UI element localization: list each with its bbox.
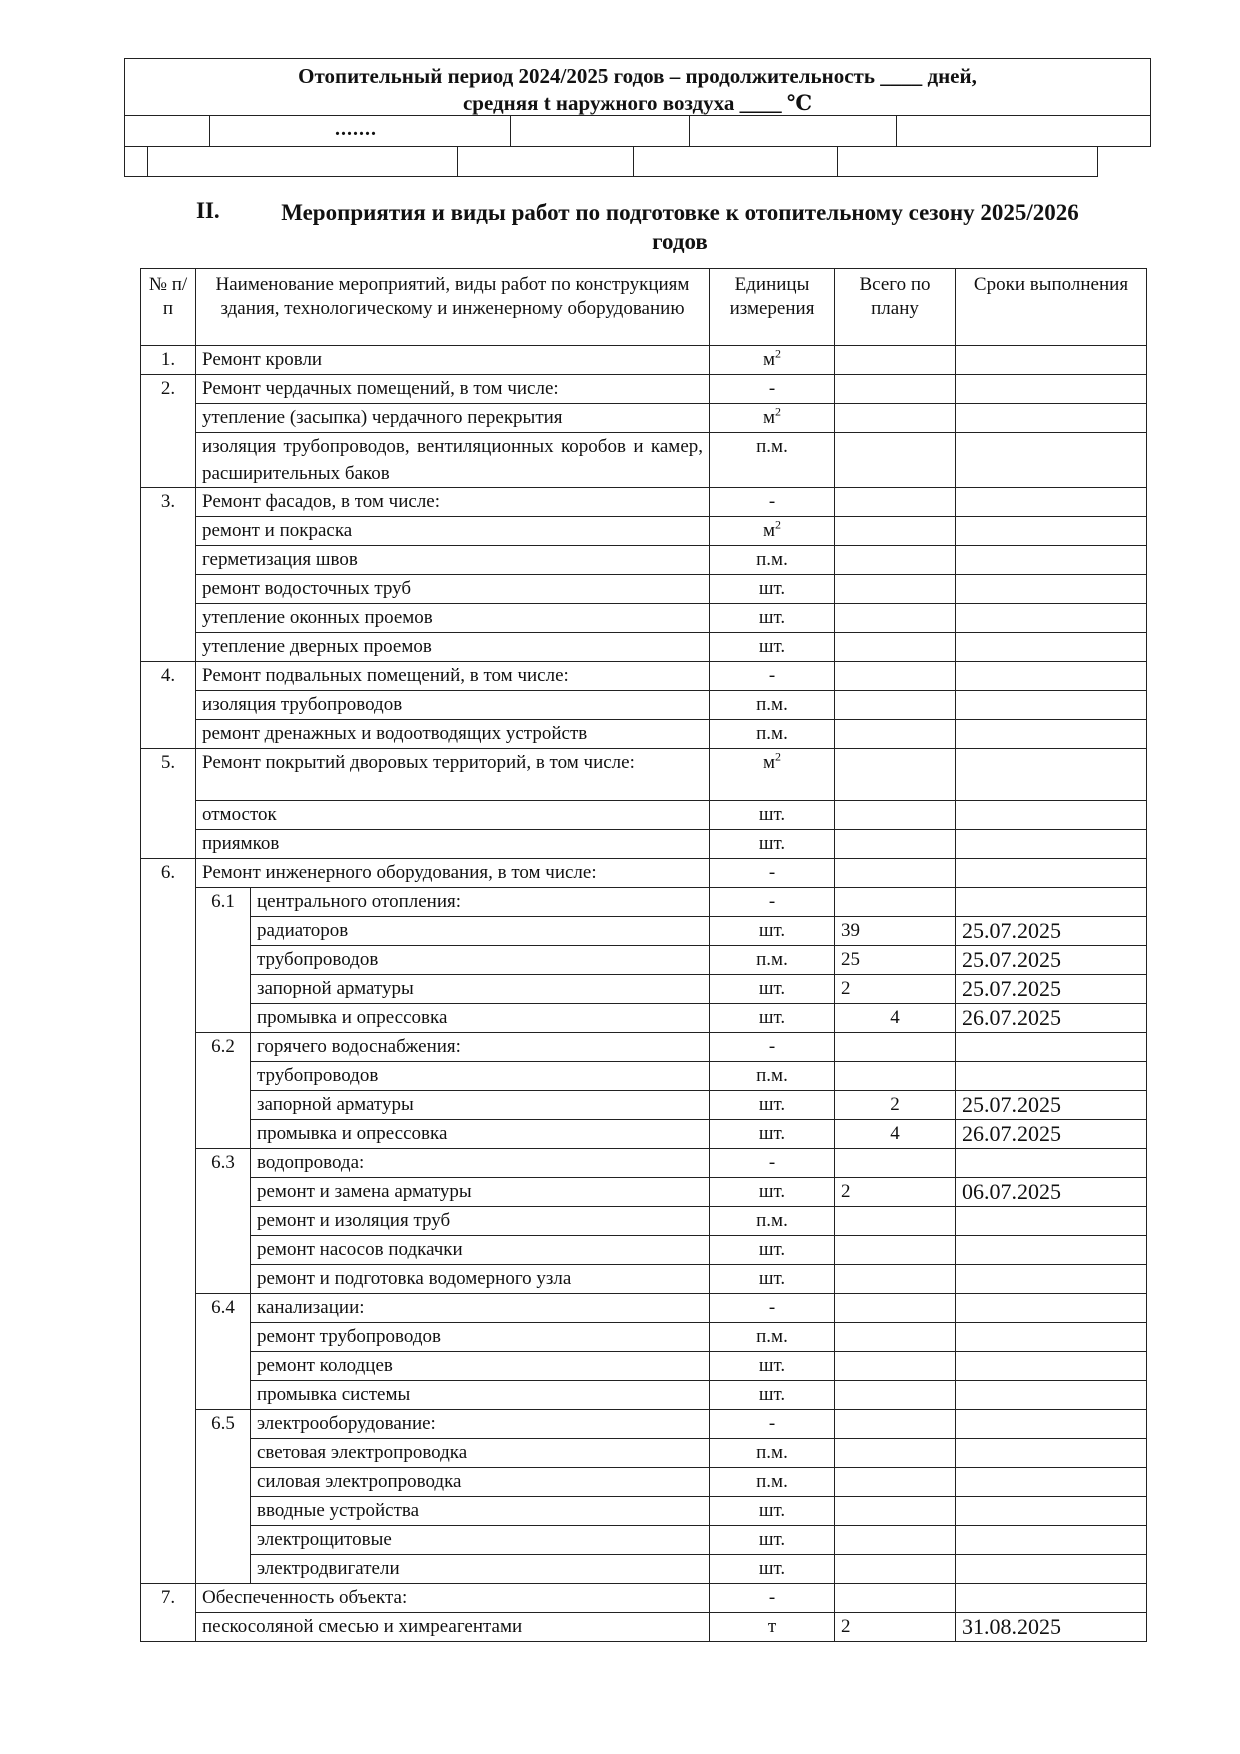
- row-name: канализации:: [251, 1294, 710, 1323]
- row-name: изоляция трубопроводов, вентиляционных коробов и камер, расширительных баков: [196, 433, 710, 488]
- row-name: электрощитовые: [251, 1526, 710, 1555]
- row-unit: шт.: [710, 1497, 835, 1526]
- row-unit: шт.: [710, 575, 835, 604]
- row-total: [835, 662, 956, 691]
- table-row: [141, 749, 1147, 801]
- row-number: 6.: [141, 859, 196, 1584]
- row-deadline: [956, 1526, 1147, 1555]
- row-unit: шт.: [710, 1120, 835, 1149]
- header-deadline: Сроки выполнения: [956, 269, 1147, 346]
- table-row: [141, 433, 1147, 488]
- row-total: [835, 346, 956, 375]
- header-name: Наименование мероприятий, виды работ по конструкциям здания, технологическому и инженерному оборудованию: [196, 269, 710, 346]
- row-name: ремонт колодцев: [251, 1352, 710, 1381]
- row-name: ремонт и изоляция труб: [251, 1207, 710, 1236]
- row-name: ремонт трубопроводов: [251, 1323, 710, 1352]
- row-deadline: [956, 404, 1147, 433]
- row-deadline: 31.08.2025: [956, 1613, 1147, 1642]
- row-unit: шт.: [710, 1526, 835, 1555]
- row-name: электрооборудование:: [251, 1410, 710, 1439]
- table-row: [141, 1497, 1147, 1526]
- table-row: [141, 346, 1147, 375]
- row-unit: -: [710, 662, 835, 691]
- row-deadline: 06.07.2025: [956, 1178, 1147, 1207]
- row-name: световая электропроводка: [251, 1439, 710, 1468]
- row-unit: п.м.: [710, 1062, 835, 1091]
- row-total: 4: [835, 1120, 956, 1149]
- row-name: центрального отопления:: [251, 888, 710, 917]
- row-unit: шт.: [710, 830, 835, 859]
- row-deadline: [956, 604, 1147, 633]
- row-total: [835, 1439, 956, 1468]
- row-deadline: [956, 546, 1147, 575]
- table-row: [141, 662, 1147, 691]
- row-unit: -: [710, 859, 835, 888]
- row-name: Обеспеченность объекта:: [196, 1584, 710, 1613]
- row-unit: $м^2$: [710, 404, 835, 433]
- row-deadline: [956, 1062, 1147, 1091]
- row-unit: шт.: [710, 1091, 835, 1120]
- row-name: силовая электропроводка: [251, 1468, 710, 1497]
- row-name: изоляция трубопроводов: [196, 691, 710, 720]
- row-unit: п.м.: [710, 1439, 835, 1468]
- row-unit: $м^2$: [710, 346, 835, 375]
- row-unit: п.м.: [710, 1207, 835, 1236]
- row-name: трубопроводов: [251, 946, 710, 975]
- table-body: [141, 346, 1147, 1642]
- row-unit: -: [710, 1584, 835, 1613]
- row-deadline: [956, 662, 1147, 691]
- row-total: [835, 1033, 956, 1062]
- row-total: 4: [835, 1004, 956, 1033]
- row-number: 7.: [141, 1584, 196, 1642]
- header-num: № п/п: [141, 269, 196, 346]
- table-row: [141, 546, 1147, 575]
- table-row: [141, 1149, 1147, 1178]
- row-deadline: [956, 1149, 1147, 1178]
- row-deadline: [956, 859, 1147, 888]
- table-row: [141, 633, 1147, 662]
- section-number: II.: [196, 198, 220, 223]
- row-total: [835, 1381, 956, 1410]
- table-row: [141, 604, 1147, 633]
- heating-period-line2: средняя t наружного воздуха ____ ℃: [462, 91, 813, 115]
- row-deadline: [956, 720, 1147, 749]
- row-deadline: 25.07.2025: [956, 946, 1147, 975]
- table-row: [141, 404, 1147, 433]
- row-name: пескосоляной смесью и химреагентами: [196, 1613, 710, 1642]
- row-name: ремонт и покраска: [196, 517, 710, 546]
- table-row: [141, 1265, 1147, 1294]
- table-row: [141, 1381, 1147, 1410]
- row-deadline: [956, 1323, 1147, 1352]
- row-deadline: [956, 1033, 1147, 1062]
- row-deadline: [956, 1207, 1147, 1236]
- row-total: [835, 801, 956, 830]
- row-unit: шт.: [710, 1178, 835, 1207]
- row-name: трубопроводов: [251, 1062, 710, 1091]
- row-deadline: [956, 888, 1147, 917]
- table-row: [141, 517, 1147, 546]
- row-deadline: [956, 346, 1147, 375]
- row-name: герметизация швов: [196, 546, 710, 575]
- table-row: [141, 859, 1147, 888]
- row-name: Ремонт кровли: [196, 346, 710, 375]
- row-total: [835, 1149, 956, 1178]
- row-name: Ремонт фасадов, в том числе:: [196, 488, 710, 517]
- heating-period-dots: .......: [335, 118, 377, 140]
- table-row: [141, 1323, 1147, 1352]
- row-deadline: [956, 517, 1147, 546]
- row-name: электродвигатели: [251, 1555, 710, 1584]
- row-total: [835, 1294, 956, 1323]
- row-unit: шт.: [710, 975, 835, 1004]
- row-name: ремонт водосточных труб: [196, 575, 710, 604]
- row-unit: шт.: [710, 1236, 835, 1265]
- section-title: Мероприятия и виды работ по подготовке к отопительному сезону 2025/2026 годов: [281, 200, 1079, 254]
- subsection-number: 6.1: [196, 888, 251, 1033]
- table-row: [141, 946, 1147, 975]
- row-unit: шт.: [710, 1265, 835, 1294]
- row-total: [835, 888, 956, 917]
- row-unit: шт.: [710, 1555, 835, 1584]
- table-row: [141, 575, 1147, 604]
- row-name: ремонт и замена арматуры: [251, 1178, 710, 1207]
- table-row: [141, 1091, 1147, 1120]
- table-row: [141, 1526, 1147, 1555]
- table-row: [141, 1062, 1147, 1091]
- row-deadline: [956, 691, 1147, 720]
- row-deadline: 26.07.2025: [956, 1004, 1147, 1033]
- heating-period-line1: Отопительный период 2024/2025 годов – продолжительность ____ дней,: [298, 64, 977, 88]
- row-name: вводные устройства: [251, 1497, 710, 1526]
- row-deadline: 26.07.2025: [956, 1120, 1147, 1149]
- table-row: [141, 888, 1147, 917]
- row-deadline: [956, 375, 1147, 404]
- works-table: [140, 268, 1147, 1642]
- row-name: водопровода:: [251, 1149, 710, 1178]
- row-total: [835, 1584, 956, 1613]
- subsection-number: 6.3: [196, 1149, 251, 1294]
- row-unit: -: [710, 1294, 835, 1323]
- row-total: [835, 749, 956, 801]
- table-row: [141, 375, 1147, 404]
- row-name: промывка и опрессовка: [251, 1004, 710, 1033]
- row-total: [835, 1236, 956, 1265]
- row-number: 2.: [141, 375, 196, 488]
- row-deadline: [956, 1236, 1147, 1265]
- row-name: горячего водоснабжения:: [251, 1033, 710, 1062]
- row-deadline: [956, 1555, 1147, 1584]
- row-name: Ремонт инженерного оборудования, в том числе:: [196, 859, 710, 888]
- row-number: 1.: [141, 346, 196, 375]
- table-row: [141, 1294, 1147, 1323]
- row-deadline: [956, 1265, 1147, 1294]
- row-name: радиаторов: [251, 917, 710, 946]
- row-total: [835, 1526, 956, 1555]
- table-row: [141, 1555, 1147, 1584]
- row-name: промывка системы: [251, 1381, 710, 1410]
- subsection-number: 6.5: [196, 1410, 251, 1584]
- row-number: 4.: [141, 662, 196, 749]
- row-total: [835, 488, 956, 517]
- header-total: Всего по плану: [835, 269, 956, 346]
- row-total: [835, 1497, 956, 1526]
- row-name: утепление (засыпка) чердачного перекрытия: [196, 404, 710, 433]
- row-total: [835, 1062, 956, 1091]
- table-row: [141, 801, 1147, 830]
- row-total: 2: [835, 975, 956, 1004]
- row-total: [835, 1207, 956, 1236]
- row-deadline: [956, 575, 1147, 604]
- table-row: [141, 1178, 1147, 1207]
- row-total: [835, 859, 956, 888]
- row-unit: -: [710, 1033, 835, 1062]
- heating-period-row-b: [124, 147, 1098, 177]
- row-unit: п.м.: [710, 946, 835, 975]
- row-total: 2: [835, 1178, 956, 1207]
- row-name: промывка и опрессовка: [251, 1120, 710, 1149]
- row-total: 2: [835, 1091, 956, 1120]
- row-name: Ремонт покрытий дворовых территорий, в том числе:: [196, 749, 710, 801]
- row-name: Ремонт подвальных помещений, в том числе:: [196, 662, 710, 691]
- row-name: утепление оконных проемов: [196, 604, 710, 633]
- row-unit: п.м.: [710, 1323, 835, 1352]
- row-name: отмосток: [196, 801, 710, 830]
- row-unit: п.м.: [710, 691, 835, 720]
- row-deadline: [956, 488, 1147, 517]
- table-row: [141, 1120, 1147, 1149]
- row-total: [835, 1468, 956, 1497]
- row-deadline: [956, 1497, 1147, 1526]
- row-unit: $м^2$: [710, 517, 835, 546]
- row-total: [835, 575, 956, 604]
- row-deadline: 25.07.2025: [956, 975, 1147, 1004]
- table-row: [141, 830, 1147, 859]
- table-row: [141, 975, 1147, 1004]
- row-deadline: [956, 1294, 1147, 1323]
- table-row: [141, 917, 1147, 946]
- row-name: приямков: [196, 830, 710, 859]
- row-unit: шт.: [710, 1004, 835, 1033]
- row-deadline: [956, 1439, 1147, 1468]
- row-total: 39: [835, 917, 956, 946]
- row-name: ремонт насосов подкачки: [251, 1236, 710, 1265]
- row-number: 5.: [141, 749, 196, 859]
- subsection-number: 6.4: [196, 1294, 251, 1410]
- row-deadline: [956, 433, 1147, 488]
- row-name: запорной арматуры: [251, 975, 710, 1004]
- row-total: [835, 604, 956, 633]
- row-total: [835, 633, 956, 662]
- row-deadline: [956, 801, 1147, 830]
- row-unit: -: [710, 1410, 835, 1439]
- table-row: [141, 1207, 1147, 1236]
- row-name: ремонт и подготовка водомерного узла: [251, 1265, 710, 1294]
- row-deadline: [956, 830, 1147, 859]
- row-deadline: [956, 1468, 1147, 1497]
- row-total: [835, 546, 956, 575]
- row-unit: шт.: [710, 633, 835, 662]
- table-row: [141, 1584, 1147, 1613]
- row-total: [835, 1555, 956, 1584]
- table-row: [141, 1410, 1147, 1439]
- row-unit: -: [710, 888, 835, 917]
- row-deadline: 25.07.2025: [956, 917, 1147, 946]
- row-total: [835, 517, 956, 546]
- row-deadline: [956, 1584, 1147, 1613]
- row-unit: шт.: [710, 604, 835, 633]
- row-total: 25: [835, 946, 956, 975]
- table-row: [141, 1236, 1147, 1265]
- subsection-number: 6.2: [196, 1033, 251, 1149]
- row-total: [835, 375, 956, 404]
- table-header-row: [141, 269, 1147, 346]
- table-row: [141, 1468, 1147, 1497]
- row-total: [835, 691, 956, 720]
- row-unit: шт.: [710, 1352, 835, 1381]
- row-unit: шт.: [710, 801, 835, 830]
- heating-period-row-a: [124, 116, 1151, 147]
- row-deadline: [956, 1381, 1147, 1410]
- row-unit: -: [710, 1149, 835, 1178]
- row-unit: п.м.: [710, 546, 835, 575]
- row-total: [835, 1323, 956, 1352]
- row-unit: п.м.: [710, 720, 835, 749]
- row-unit: -: [710, 488, 835, 517]
- table-row: [141, 1004, 1147, 1033]
- row-name: утепление дверных проемов: [196, 633, 710, 662]
- table-row: [141, 1033, 1147, 1062]
- table-row: [141, 1439, 1147, 1468]
- table-row: [141, 720, 1147, 749]
- row-unit: п.м.: [710, 1468, 835, 1497]
- row-unit: шт.: [710, 1381, 835, 1410]
- row-name: ремонт дренажных и водоотводящих устройств: [196, 720, 710, 749]
- row-name: запорной арматуры: [251, 1091, 710, 1120]
- row-total: 2: [835, 1613, 956, 1642]
- row-total: [835, 1410, 956, 1439]
- row-deadline: [956, 1410, 1147, 1439]
- row-unit: шт.: [710, 917, 835, 946]
- row-total: [835, 1352, 956, 1381]
- row-unit: -: [710, 375, 835, 404]
- row-name: Ремонт чердачных помещений, в том числе:: [196, 375, 710, 404]
- row-deadline: [956, 749, 1147, 801]
- row-unit: $м^2$: [710, 749, 835, 801]
- heating-period-box: [124, 58, 1151, 178]
- heating-period-title: [124, 58, 1151, 116]
- row-total: [835, 433, 956, 488]
- row-total: [835, 830, 956, 859]
- table-row: [141, 1352, 1147, 1381]
- row-deadline: [956, 633, 1147, 662]
- header-unit: Единицы измерения: [710, 269, 835, 346]
- row-unit: т: [710, 1613, 835, 1642]
- row-deadline: 25.07.2025: [956, 1091, 1147, 1120]
- row-total: [835, 1265, 956, 1294]
- table-row: [141, 488, 1147, 517]
- row-total: [835, 404, 956, 433]
- row-total: [835, 720, 956, 749]
- table-row: [141, 691, 1147, 720]
- row-deadline: [956, 1352, 1147, 1381]
- row-unit: п.м.: [710, 433, 835, 488]
- table-row: [141, 1613, 1147, 1642]
- row-number: 3.: [141, 488, 196, 662]
